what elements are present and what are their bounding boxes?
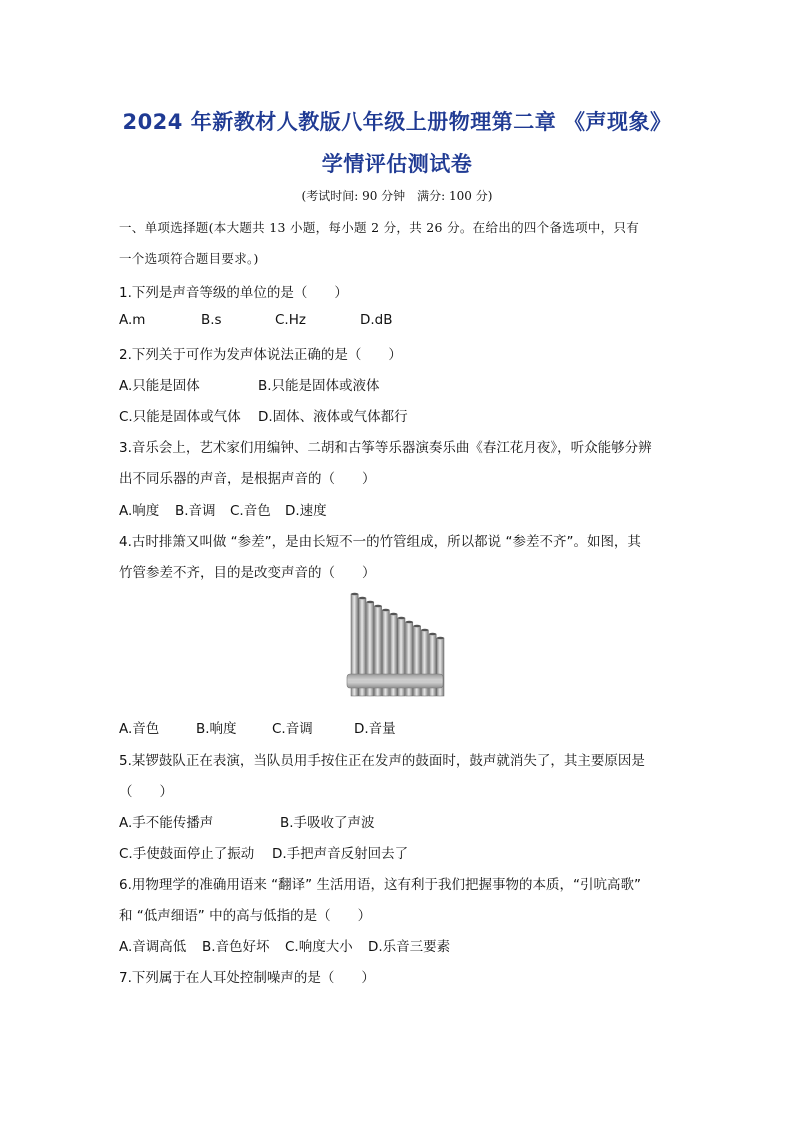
question-3-stem: 3.音乐会上，艺术家们用编钟、二胡和古筝等乐器演奏乐曲《春江花月夜》，听众能够分辨 bbox=[119, 440, 652, 456]
question-2-option-a: A.只能是固体 bbox=[119, 378, 200, 394]
question-4-stem-continued: 竹管参差不齐，目的是改变声音的（ ） bbox=[119, 565, 376, 581]
question-6-stem-continued: 和 “低声细语” 中的高与低指的是（ ） bbox=[119, 908, 372, 924]
question-1-option-c: C.Hz bbox=[275, 312, 306, 328]
question-2-option-d: D.固体、液体或气体都行 bbox=[258, 409, 408, 425]
question-4-option-d: D.音量 bbox=[354, 721, 396, 737]
question-5-stem: 5.某锣鼓队正在表演，当队员用手按住正在发声的鼓面时，鼓声就消失了，其主要原因是 bbox=[119, 753, 645, 769]
question-6-option-d: D.乐音三要素 bbox=[368, 939, 451, 955]
question-2-option-b: B.只能是固体或液体 bbox=[258, 378, 380, 394]
pipe-opening bbox=[406, 621, 413, 623]
exam-info: (考试时间: 90 分钟 满分: 100 分) bbox=[301, 189, 493, 203]
question-6-option-c: C.响度大小 bbox=[285, 939, 353, 955]
question-1-stem: 1.下列是声音等级的单位的是（ ） bbox=[119, 285, 348, 301]
section-intro: 一、单项选择题(本大题共 13 小题，每小题 2 分，共 26 分。在给出的四个备选项中，只有 bbox=[119, 220, 640, 235]
question-4-option-a: A.音色 bbox=[119, 721, 160, 737]
question-3-option-c: C.音色 bbox=[230, 503, 271, 519]
page-title: 2024 年新教材人教版八年级上册物理第二章 《声现象》 bbox=[122, 110, 672, 134]
pipe-opening bbox=[437, 637, 444, 639]
question-5-option-c: C.手使鼓面停止了振动 bbox=[119, 846, 255, 862]
question-4-option-b: B.响度 bbox=[196, 721, 237, 737]
panpipe-image bbox=[345, 592, 445, 702]
question-1-option-a: A.m bbox=[119, 312, 146, 328]
question-6-option-b: B.音色好坏 bbox=[202, 939, 270, 955]
pipe-opening bbox=[413, 625, 420, 627]
question-4-option-c: C.音调 bbox=[272, 721, 313, 737]
question-2-stem: 2.下列关于可作为发声体说法正确的是（ ） bbox=[119, 347, 402, 363]
question-6-option-a: A.音调高低 bbox=[119, 939, 187, 955]
question-5-stem-continued: （ ） bbox=[119, 784, 173, 800]
pipe-opening bbox=[374, 605, 381, 607]
pipe-opening bbox=[429, 633, 436, 635]
question-5-option-a: A.手不能传播声 bbox=[119, 815, 214, 831]
question-1-option-d: D.dB bbox=[360, 312, 393, 328]
page-title-line2: 学情评估测试卷 bbox=[321, 152, 473, 176]
question-2-option-c: C.只能是固体或气体 bbox=[119, 409, 241, 425]
pipe-opening bbox=[351, 593, 358, 595]
pipe-opening bbox=[359, 597, 366, 599]
pipe-opening bbox=[390, 613, 397, 615]
question-3-option-a: A.响度 bbox=[119, 503, 160, 519]
pipe-opening bbox=[382, 609, 389, 611]
pipe-opening bbox=[367, 601, 374, 603]
question-6-stem: 6.用物理学的准确用语来 “翻译” 生活用语，这有利于我们把握事物的本质，“引吭高歌” bbox=[119, 877, 641, 893]
question-4-stem: 4.古时排箫又叫做 “参差”，是由长短不一的竹管组成，所以都说 “参差不齐”。如图，其 bbox=[119, 534, 641, 550]
question-7-stem: 7.下列属于在人耳处控制噪声的是（ ） bbox=[119, 970, 375, 986]
section-intro-continued: 一个选项符合题目要求。) bbox=[119, 251, 259, 266]
question-3-option-d: D.速度 bbox=[285, 503, 327, 519]
question-5-option-b: B.手吸收了声波 bbox=[280, 815, 375, 831]
question-1-option-b: B.s bbox=[201, 312, 222, 328]
question-3-option-b: B.音调 bbox=[175, 503, 216, 519]
pipe-opening bbox=[398, 617, 405, 619]
pipe-opening bbox=[421, 629, 428, 631]
question-3-stem-continued: 出不同乐器的声音，是根据声音的（ ） bbox=[119, 471, 376, 487]
question-5-option-d: D.手把声音反射回去了 bbox=[272, 846, 409, 862]
